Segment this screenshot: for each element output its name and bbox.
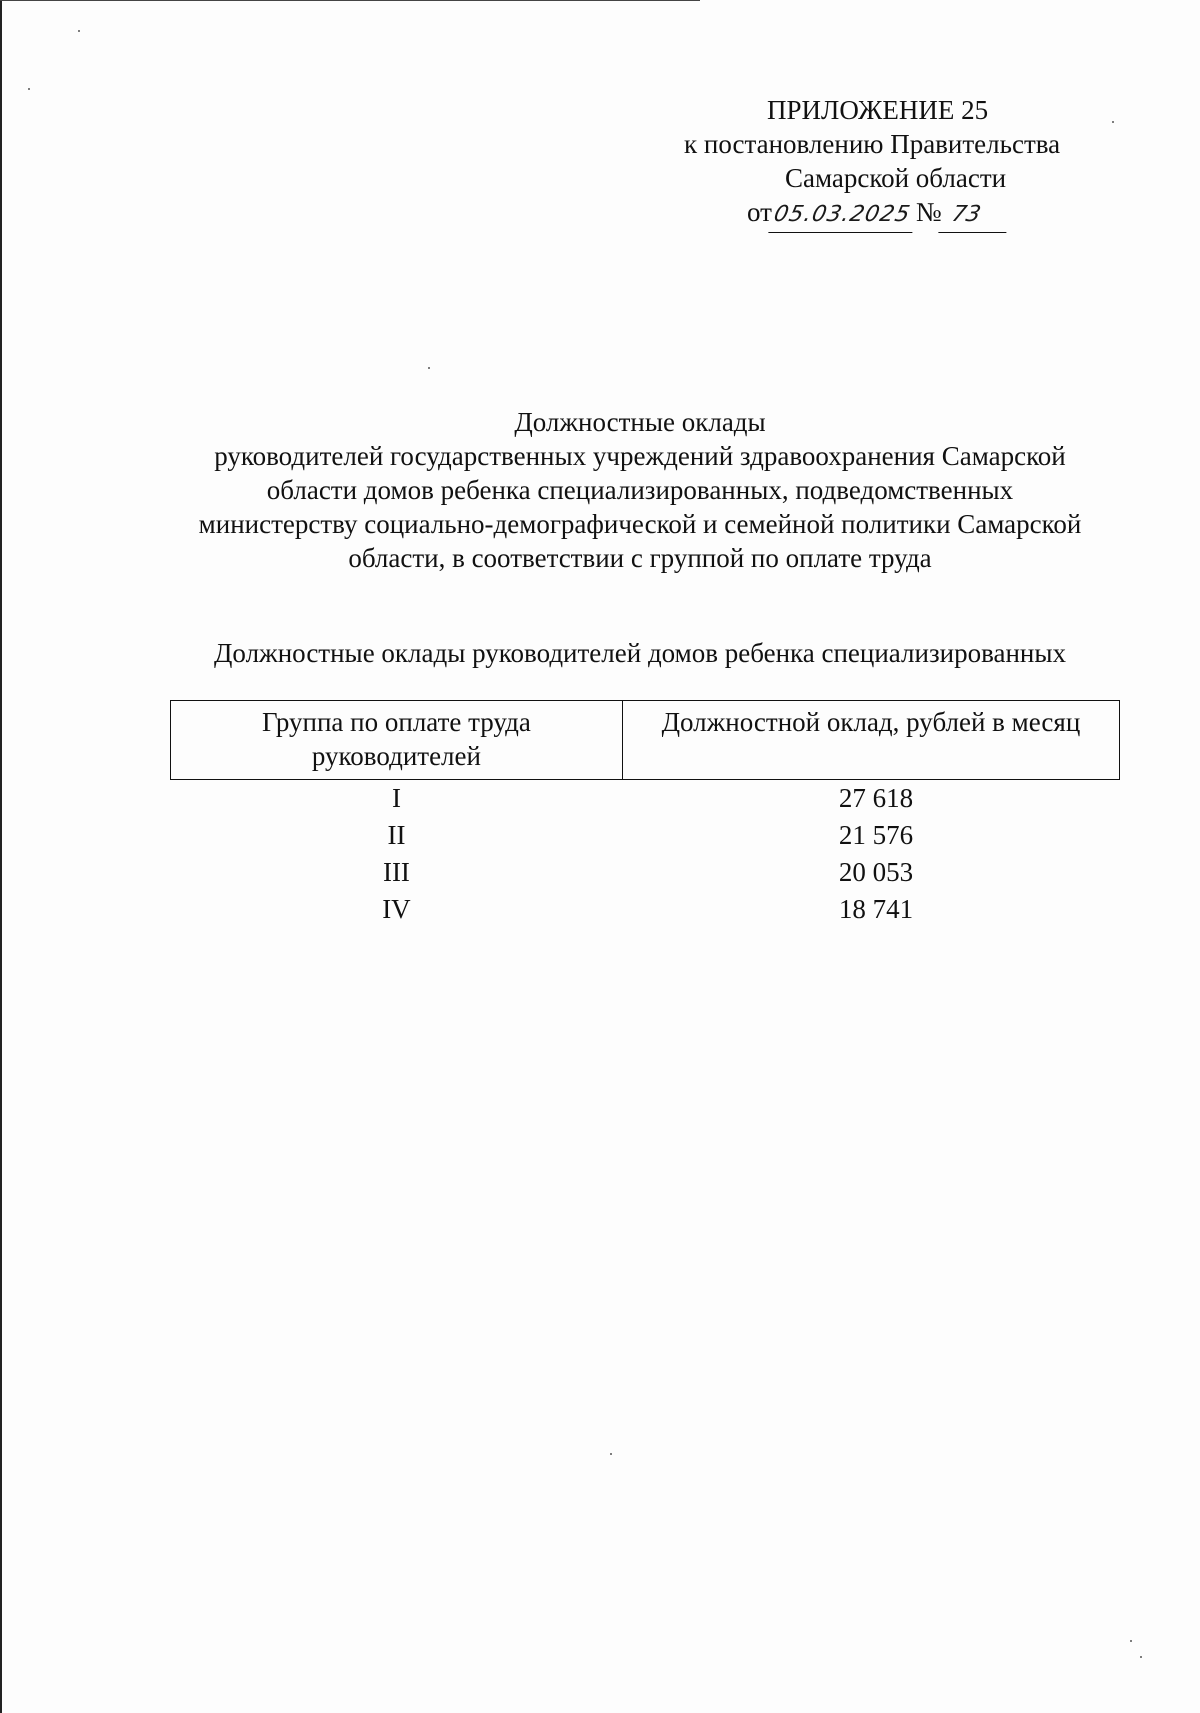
number-sign: № xyxy=(915,197,942,227)
header-group-line: Группа по оплате труда xyxy=(261,707,531,737)
scan-top-edge xyxy=(0,0,700,1)
salary-cell: 18 741 xyxy=(838,894,914,924)
scan-speck xyxy=(1130,1640,1132,1642)
scan-speck xyxy=(28,88,30,90)
salary-cell: 20 053 xyxy=(838,857,914,887)
header-salary xyxy=(622,701,1119,780)
title-line: области домов ребенка специализированных, подведомственных xyxy=(266,475,1014,505)
group-cell: III xyxy=(382,857,410,887)
region-name: Самарской области xyxy=(785,163,1007,193)
group-cell: II xyxy=(387,820,406,850)
scan-speck xyxy=(1112,121,1114,123)
title-line: области, в соответствии с группой по оплате труда xyxy=(348,543,932,573)
scan-speck xyxy=(1140,1656,1142,1658)
handwritten-number: 73 xyxy=(938,198,1013,233)
appendix-label: ПРИЛОЖЕНИЕ 25 xyxy=(767,95,989,125)
resolution-reference: к постановлению Правительства xyxy=(684,129,1061,159)
table-caption: Должностные оклады руководителей домов ребенка специализированных xyxy=(214,638,1066,668)
table-row xyxy=(171,891,1120,928)
handwritten-date: 05.03.2025 xyxy=(768,198,919,233)
scan-speck xyxy=(610,1453,612,1455)
header-group-line: руководителей xyxy=(311,741,481,771)
salary-cell: 21 576 xyxy=(838,820,914,850)
date-number-line xyxy=(747,195,1010,229)
group-cell: IV xyxy=(382,894,411,924)
table-row xyxy=(171,817,1120,854)
salary-cell: 27 618 xyxy=(838,783,914,813)
group-cell: I xyxy=(391,783,401,813)
scan-speck xyxy=(428,367,430,369)
salary-table xyxy=(170,700,1120,928)
date-prefix: от xyxy=(747,197,772,227)
header-salary-line: Должностной оклад, рублей в месяц xyxy=(661,707,1081,737)
title-line: министерству социально-демографической и семейной политики Самарской xyxy=(198,509,1082,539)
scan-speck xyxy=(78,30,80,32)
title-line: Должностные оклады xyxy=(514,407,766,437)
document-title xyxy=(150,405,1130,575)
header-group xyxy=(171,701,623,780)
table-row xyxy=(171,854,1120,891)
scan-left-edge xyxy=(0,0,2,1713)
table-row xyxy=(171,780,1120,818)
table-header-row xyxy=(171,701,1120,780)
title-line: руководителей государственных учреждений здравоохранения Самарской xyxy=(214,441,1066,471)
